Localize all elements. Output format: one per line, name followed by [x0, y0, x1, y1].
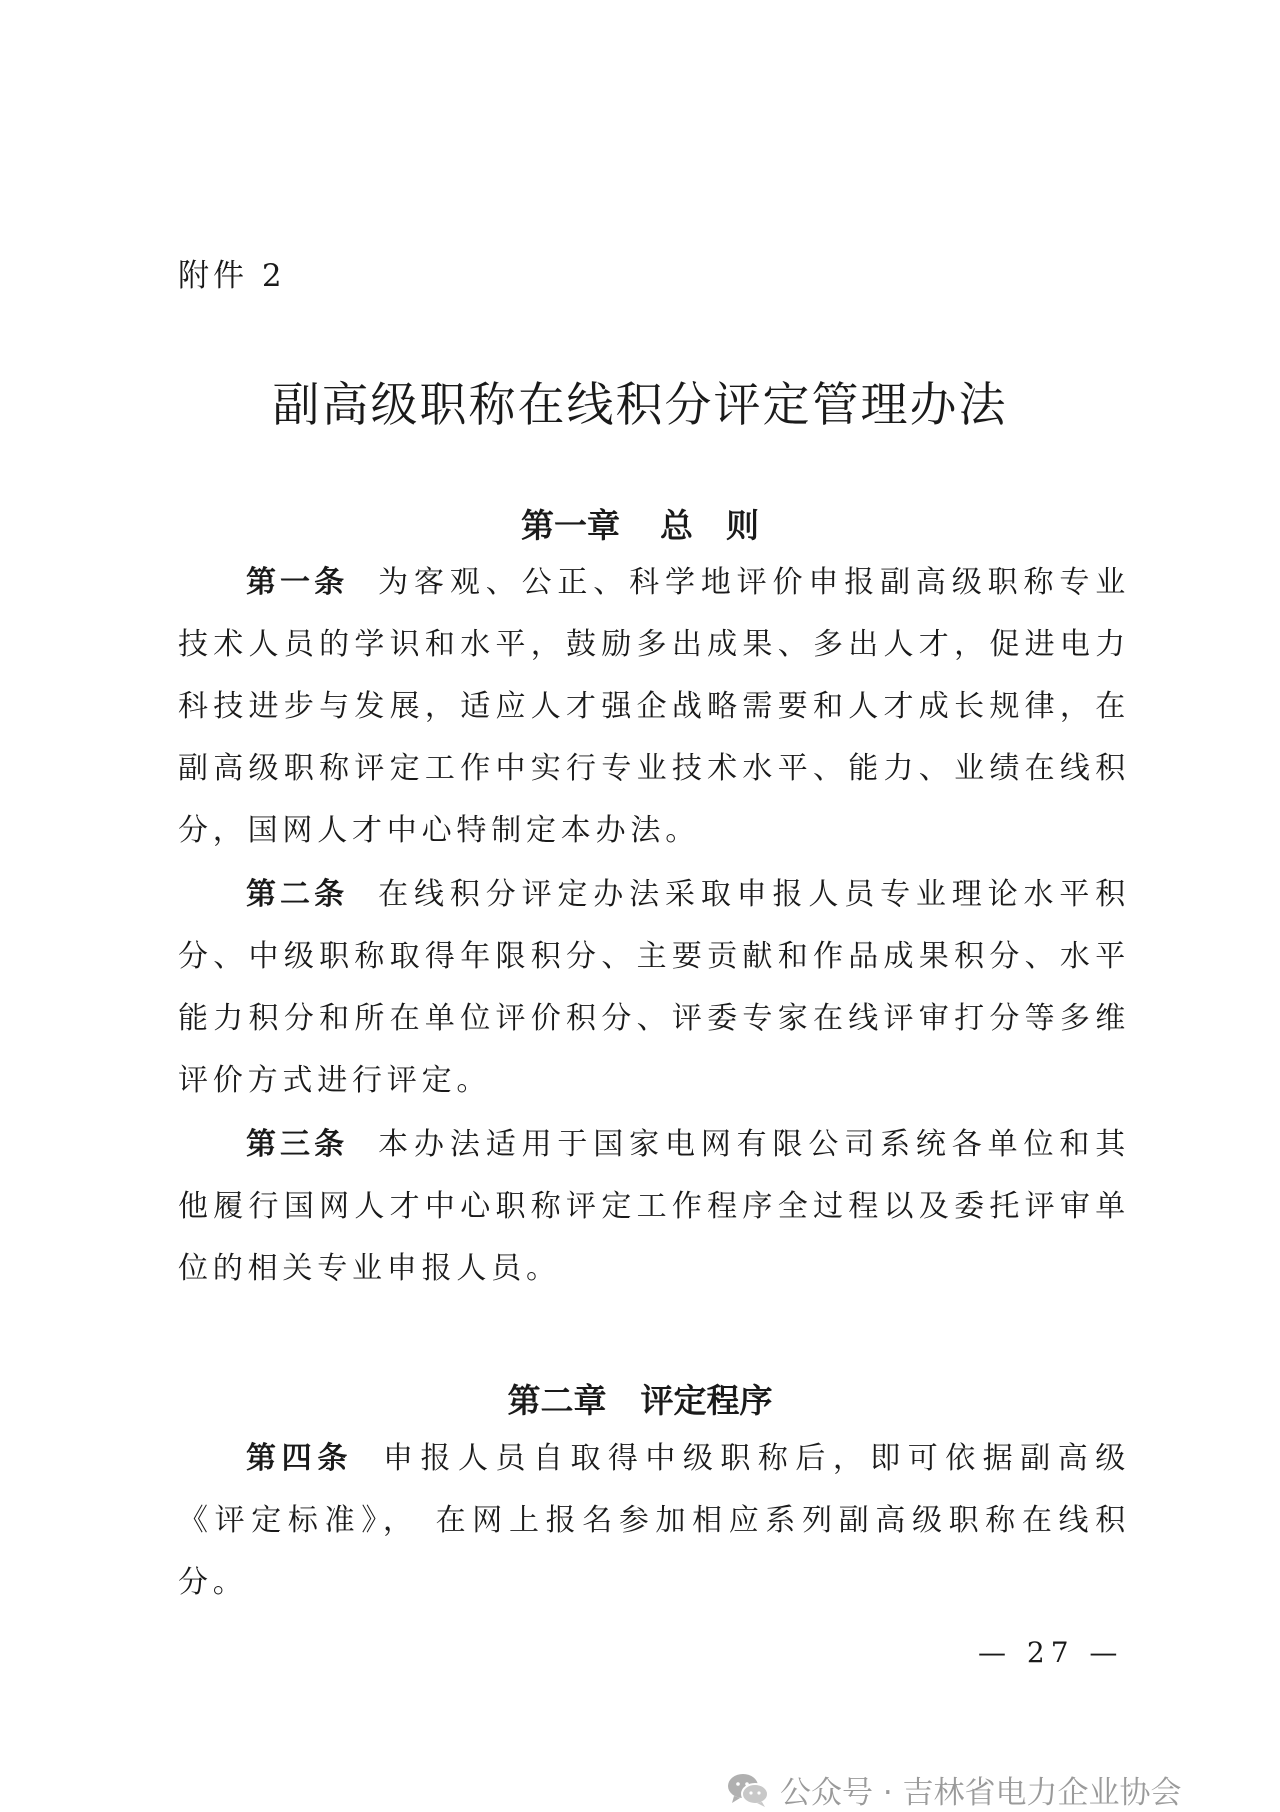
- chapter-number: 第一章: [521, 506, 620, 545]
- chapter-heading-1: [0, 500, 1280, 547]
- chapter-heading-2: [0, 1375, 1280, 1422]
- article-paragraph: [178, 552, 1130, 862]
- article-text: 申报人员自取得中级职称后，即可依据副高级《评定标准》， 在网上报名参加相应系列副高级职称在线积分。: [178, 1441, 1131, 1600]
- article-label: 第三条: [246, 1127, 349, 1162]
- article-label: 第二条: [246, 877, 349, 912]
- page-number: — 27 —: [978, 1636, 1124, 1669]
- article-paragraph: [178, 1428, 1130, 1614]
- wechat-icon: [726, 1772, 770, 1808]
- watermark-text: 公众号 · 吉林省电力企业协会: [780, 1775, 1182, 1811]
- document-title: 副高级职称在线积分评定管理办法: [272, 378, 1008, 433]
- article-text: 本办法适用于国家电网有限公司系统各单位和其他履行国网人才中心职称评定工作程序全过程以及委托评审单位的相关专业申报人员。: [178, 1127, 1130, 1286]
- article-text: 为客观、公正、科学地评价申报副高级职称专业技术人员的学识和水平，鼓励多出成果、多出人才，促进电力科技进步与发展，适应人才强企战略需要和人才成长规律，在副高级职称评定工作中实行专业技术水平、能力、业绩在线积分，国网人才中心特制定本办法。: [178, 565, 1130, 848]
- article-text: 在线积分评定办法采取申报人员专业理论水平积分、中级职称取得年限积分、主要贡献和作品成果积分、水平能力积分和所在单位评价积分、评委专家在线评审打分等多维评价方式进行评定。: [178, 877, 1130, 1098]
- article-label: 第四条: [246, 1441, 354, 1476]
- article-label: 第一条: [246, 565, 349, 600]
- chapter-name: 评定程序: [640, 1381, 773, 1420]
- attachment-label: 附件 2: [178, 258, 286, 294]
- chapter-number: 第二章: [507, 1381, 607, 1420]
- chapter-name: 总 则: [660, 506, 759, 545]
- article-paragraph: [178, 864, 1130, 1112]
- article-paragraph: [178, 1114, 1130, 1300]
- watermark: [726, 1767, 1182, 1812]
